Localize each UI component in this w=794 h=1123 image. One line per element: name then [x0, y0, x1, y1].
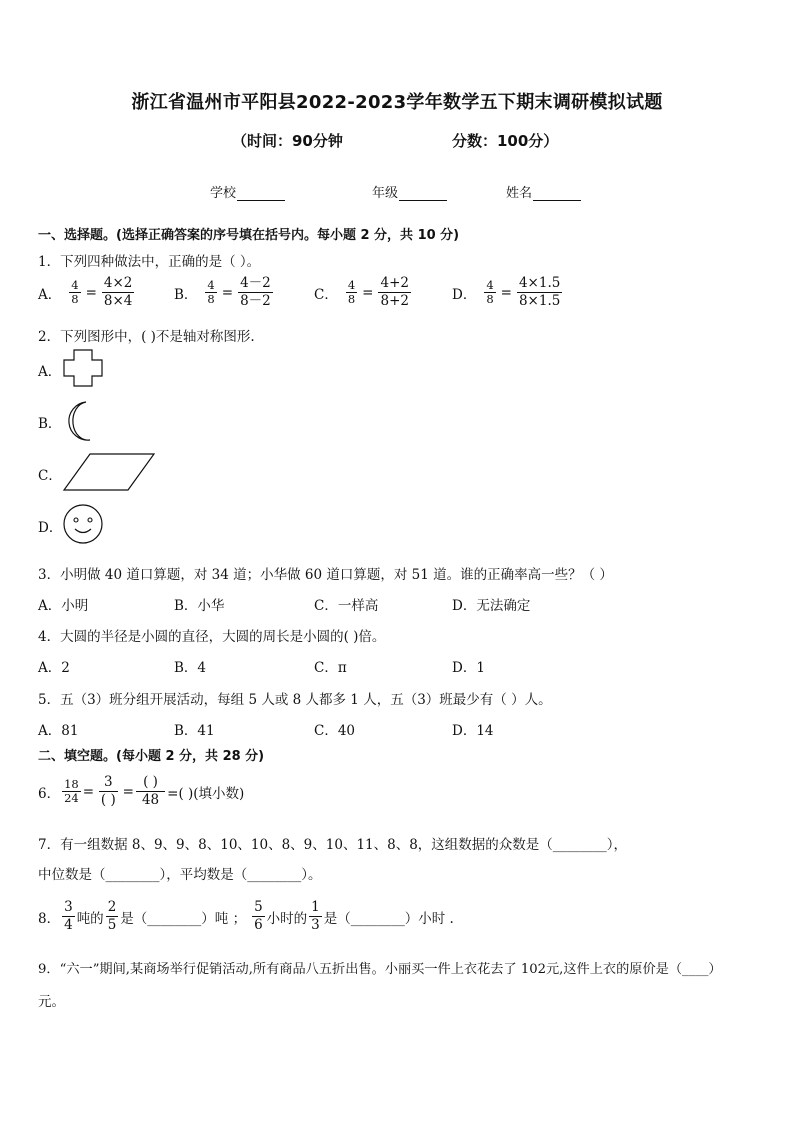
question-2-stem: 2．下列图形中，( )不是轴对称图形.: [38, 329, 255, 345]
question-7-line-2[interactable]: 中位数是（________），平均数是（________）。: [38, 867, 322, 883]
fraction: $\frac{4}{8}$: [71, 278, 79, 306]
exam-score: 分数：100分）: [452, 132, 559, 150]
question-7-line-1[interactable]: 7．有一组数据 8、9、9、8、10、10、8、9、10、11、8、8，这组数据的众数是（________），: [38, 837, 628, 853]
q5-option-c[interactable]: C．40: [314, 723, 356, 739]
fraction: $\frac{5}{6}$: [254, 899, 263, 933]
q2-option-c-label[interactable]: C．: [38, 468, 62, 484]
fraction: $\frac{4}{8}$: [347, 278, 356, 306]
question-3-stem: 3．小明做 40 道口算题，对 34 道；小华做 60 道口算题，对 51 道。谁的正确率高一些？（ ）: [38, 567, 613, 583]
question-5-stem: 5．五（3）班分组开展活动，每组 5 人或 8 人都多 1 人，五（3）班最少有（ ）人。: [38, 692, 552, 708]
fraction: $\frac{4+2}{8+2}$: [380, 275, 409, 309]
q3-option-d[interactable]: D．无法确定: [452, 598, 531, 614]
question-9-line-1[interactable]: 9．“六一”期间,某商场举行促销活动,所有商品八五折出售。小丽买一件上衣花去了 102元,这件上衣的原价是（____）: [38, 962, 722, 977]
q1-option-c[interactable]: C． $\frac{4}{8}$ = $\frac{4+2}{8+2}$: [314, 275, 409, 309]
q4-option-d[interactable]: D．1: [452, 660, 485, 676]
q8-blank-2[interactable]: 是（________）小时 .: [323, 910, 454, 927]
page-title: 浙江省温州市平阳县2022-2023学年数学五下期末调研模拟试题: [131, 92, 663, 113]
q3-option-a[interactable]: A．小明: [38, 598, 89, 614]
fraction: $\frac{4}{8}$: [207, 278, 215, 306]
q2-option-a-label[interactable]: A．: [38, 364, 62, 380]
fraction: $\frac{4\times 2}{8\times 4}$: [103, 275, 133, 309]
name-blank[interactable]: [533, 186, 581, 201]
fraction-blank[interactable]: $\frac{3}{( )}$: [100, 774, 116, 808]
fraction: $\frac{4-2}{8-2}$: [240, 275, 271, 309]
section-choice-title: 一、选择题。(选择正确答案的序号填在括号内。每小题 2 分，共 10 分): [38, 228, 460, 243]
q1-option-d[interactable]: D． $\frac{4}{8}$ = $\frac{4\times 1.5}{8\times 1.5}$: [452, 275, 561, 309]
fraction: $\frac{2}{5}$: [107, 899, 117, 933]
q5-option-a[interactable]: A．81: [38, 723, 79, 739]
q3-option-c[interactable]: C．一样高: [314, 598, 379, 614]
q6-tail[interactable]: =( )(填小数): [167, 785, 245, 802]
smiley-face-icon: [62, 503, 104, 545]
q2-option-b-label[interactable]: B．: [38, 416, 62, 432]
school-label: 学校: [210, 186, 237, 201]
q3-option-b[interactable]: B．小华: [174, 598, 225, 614]
q1-option-a[interactable]: A． $\frac{4}{8}$ = $\frac{4\times 2}{8\times 4}$: [38, 275, 133, 309]
school-field: [210, 182, 285, 201]
fraction: $\frac{18}{24}$: [64, 777, 79, 805]
parallelogram-icon: [62, 452, 156, 492]
question-9-line-2: 元。: [38, 994, 65, 1010]
q5-option-d[interactable]: D．14: [452, 723, 494, 739]
name-label: 姓名: [506, 186, 533, 201]
q4-option-c[interactable]: C．π: [314, 660, 347, 676]
section-fill-title: 二、填空题。(每小题 2 分，共 28 分): [38, 749, 265, 764]
question-1-stem: 1．下列四种做法中，正确的是（ ）。: [38, 254, 261, 270]
question-8: 8． $\frac{3}{4}$ 吨的 $\frac{2}{5}$ 是（________）吨 ； $\frac{5}{6}$ 小时的 $\frac{1}{3}$ 是（________）小时 .: [38, 899, 454, 933]
q5-option-b[interactable]: B．41: [174, 723, 215, 739]
question-6: 6． $\frac{18}{24}$ = $\frac{3}{( )}$ = $\frac{( )}{48}$ =( )(填小数): [38, 774, 245, 808]
q2-option-d-label[interactable]: D．: [38, 520, 63, 536]
q4-option-a[interactable]: A．2: [38, 660, 70, 676]
grade-blank[interactable]: [399, 186, 447, 201]
question-4-stem: 4．大圆的半径是小圆的直径，大圆的周长是小圆的( )倍。: [38, 629, 386, 645]
fraction: $\frac{4}{8}$: [486, 278, 494, 306]
cross-icon: [62, 348, 104, 388]
fraction: $\frac{3}{4}$: [64, 899, 73, 933]
grade-label: 年级: [372, 186, 399, 201]
q4-option-b[interactable]: B．4: [174, 660, 207, 676]
q8-blank-1[interactable]: 是（________）吨 ；: [120, 910, 247, 927]
school-blank[interactable]: [237, 186, 285, 201]
fraction-blank[interactable]: $\frac{( )}{48}$: [136, 774, 165, 809]
fraction: $\frac{4\times 1.5}{8\times 1.5}$: [518, 275, 561, 309]
fraction: $\frac{1}{3}$: [311, 899, 320, 933]
crescent-moon-icon: [62, 400, 94, 442]
q1-option-b[interactable]: B． $\frac{4}{8}$ = $\frac{4-2}{8-2}$: [174, 275, 271, 309]
name-field: [506, 182, 581, 201]
grade-field: [372, 182, 447, 201]
exam-time: （时间：90分钟: [232, 132, 343, 150]
